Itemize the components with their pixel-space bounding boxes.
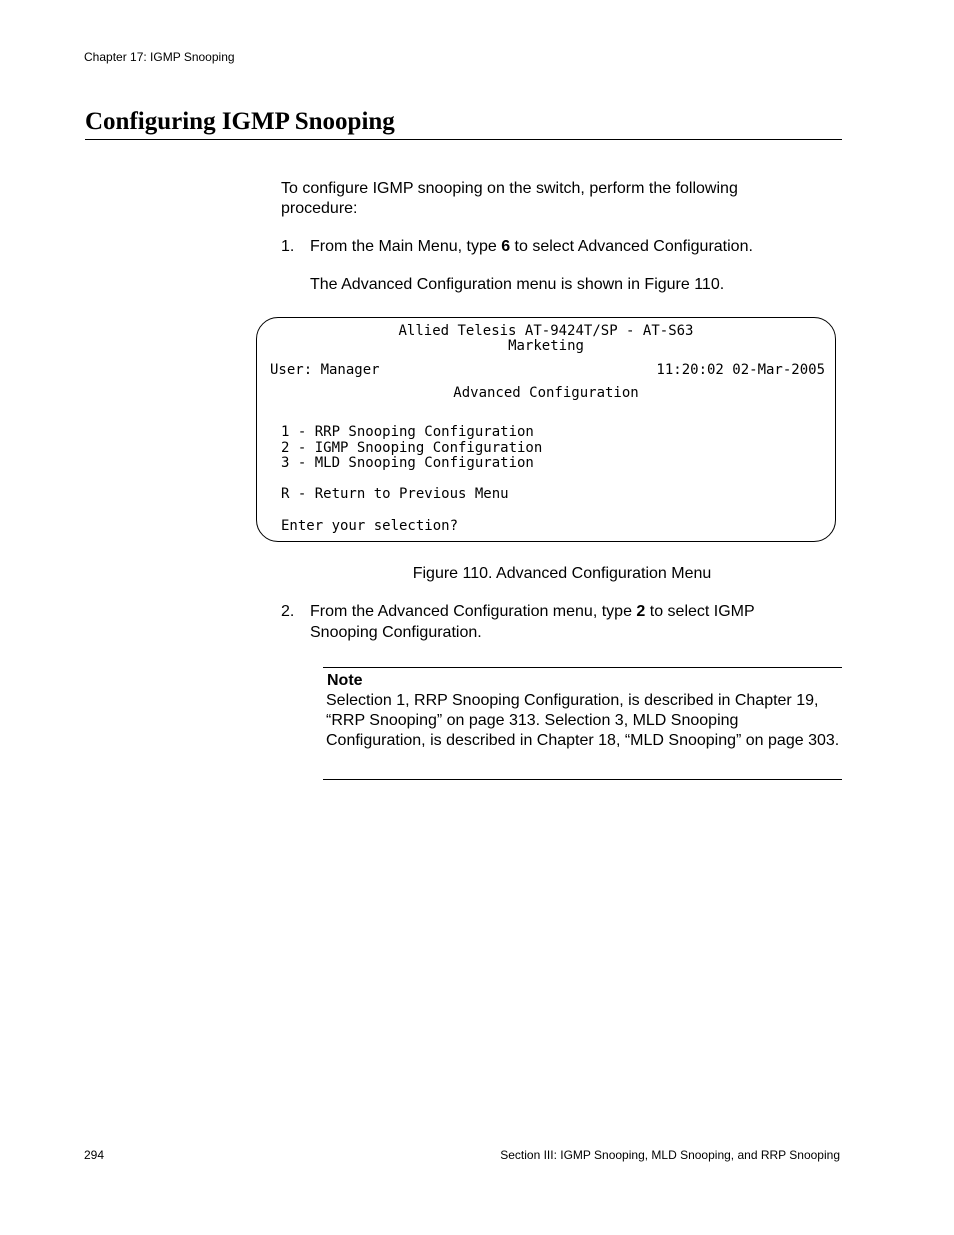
note-box (323, 667, 842, 780)
terminal-prompt: Enter your selection? (281, 518, 459, 534)
terminal-screen (256, 317, 836, 542)
step-2-text-post: to select IGMP Snooping Configuration. (310, 603, 755, 641)
terminal-user: User: Manager (270, 362, 380, 378)
terminal-option-1: 1 - RRP Snooping Configuration (281, 424, 534, 440)
terminal-location-line: Marketing (508, 338, 584, 354)
note-body: Selection 1, RRP Snooping Configuration, is described in Chapter 19, “RRP Snooping” on page 313. Selection 3, MLD Snooping Configuration, is described in Chapter 18, “MLD Snooping” on page 303. (326, 692, 840, 749)
running-header: Chapter 17: IGMP Snooping (84, 50, 235, 64)
step-2-text (310, 601, 800, 643)
step-2-number: 2. (281, 603, 295, 620)
intro-paragraph: To configure IGMP snooping on the switch, perform the following procedure: (281, 180, 738, 217)
step-1-key: 6 (501, 238, 511, 255)
footer-section: Section III: IGMP Snooping, MLD Snooping, and RRP Snooping (500, 1148, 840, 1162)
terminal-datetime: 11:20:02 02-Mar-2005 (656, 362, 825, 378)
step-2-key: 2 (636, 603, 646, 620)
step-1-text-pre: From the Main Menu, type (310, 238, 502, 255)
note-title: Note (327, 672, 363, 689)
terminal-option-3: 3 - MLD Snooping Configuration (281, 455, 534, 471)
step-2-text-pre: From the Advanced Configuration menu, type (310, 603, 637, 620)
terminal-option-2: 2 - IGMP Snooping Configuration (281, 440, 543, 456)
step-1-text-post: to select Advanced Configuration. (510, 238, 753, 255)
page-number: 294 (84, 1148, 105, 1162)
step-1-subtext: The Advanced Configuration menu is shown in Figure 110. (310, 276, 725, 293)
step-1-text (310, 236, 820, 257)
step-1-number: 1. (281, 238, 295, 255)
terminal-return-option: R - Return to Previous Menu (281, 486, 509, 502)
figure-caption: Figure 110. Advanced Configuration Menu (412, 565, 712, 582)
terminal-device-line: Allied Telesis AT-9424T/SP - AT-S63 (398, 323, 694, 339)
terminal-menu-title: Advanced Configuration (453, 385, 639, 401)
section-title: Configuring IGMP Snooping (85, 107, 842, 140)
